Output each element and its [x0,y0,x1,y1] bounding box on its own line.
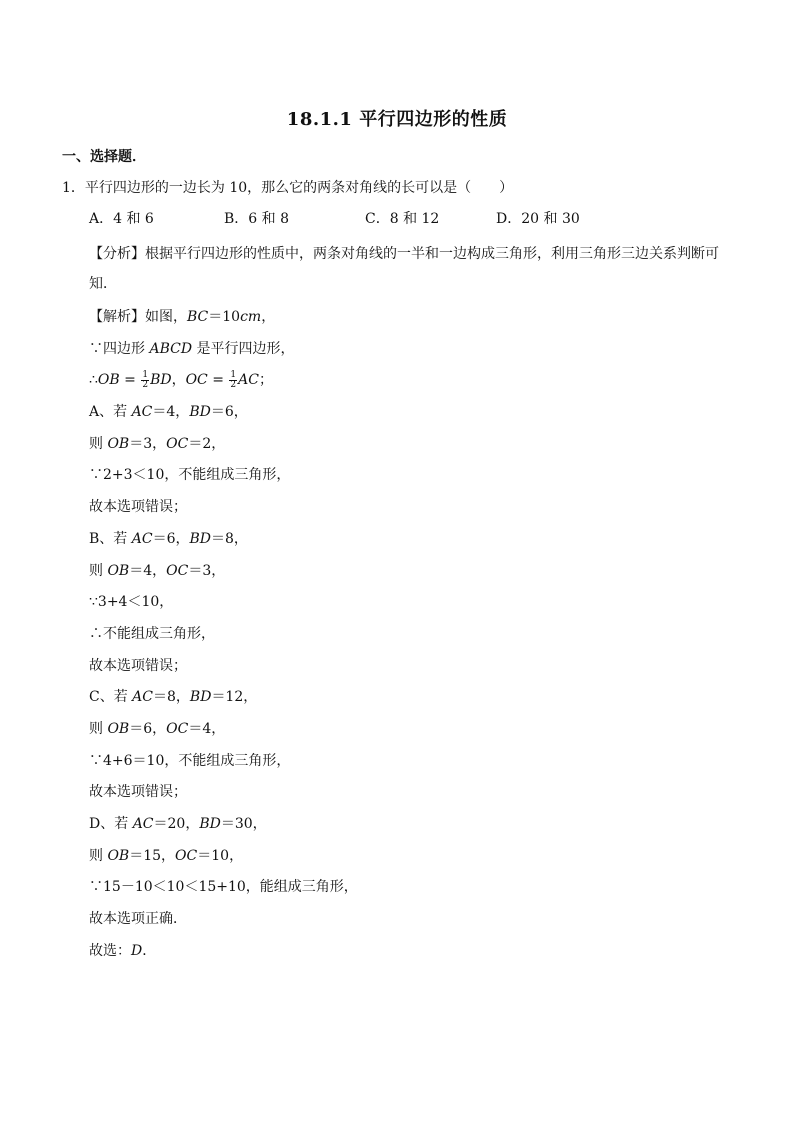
case-c-line: 故本选项错误； [89,784,187,801]
question-text: 平行四边形的一边长为 10，那么它的两条对角线的长可以是（ ） [84,180,514,196]
case-d-line: D、若 AC＝20，BD＝30， [89,816,267,832]
final-answer: 故选：D． [89,942,157,959]
option-a: A．4 和 6 [89,211,154,227]
case-d-line: 故本选项正确． [89,911,187,928]
option-c: C．8 和 12 [365,211,440,227]
case-b-line: ∵3+4＜10， [89,594,174,611]
option-d: D．20 和 30 [496,211,580,227]
case-b-line: 故本选项错误； [89,657,187,674]
page-title: 18.1.1 平行四边形的性质 [286,109,508,130]
question-number: 1． [62,180,85,196]
case-c-line: ∵4+6＝10，不能组成三角形， [89,752,291,769]
option-b: B．6 和 8 [224,211,290,227]
section-heading: 一、选择题． [62,149,146,165]
fraction-half: $\frac{1}{2}$ [142,369,149,390]
fraction-half: $\frac{1}{2}$ [230,369,237,390]
solution-line-halves: ∴OB = $\frac{1}{2}$ BD，OC = $\frac{1}{2}$ AC； [89,369,273,390]
case-b-line: ∴不能组成三角形， [89,625,215,642]
question-stem [62,177,742,197]
case-a-line: 则 OB＝3，OC＝2， [89,435,226,452]
solution-line-premise: ∵四边形 ABCD 是平行四边形， [89,340,295,357]
case-a-line: 故本选项错误； [89,499,187,516]
solution-line-intro: 【解析】如图，BC＝10cm， [89,309,276,325]
case-a-line: ∵2+3＜10，不能组成三角形， [89,467,291,484]
case-d-line: 则 OB＝15，OC＝10， [89,847,244,864]
analysis-tag: 【分析】 [89,246,145,262]
analysis-paragraph [89,239,729,299]
case-b-line: 则 OB＝4，OC＝3， [89,562,226,579]
analysis-text: 根据平行四边形的性质中，两条对角线的一半和一边构成三角形，利用三角形三边关系判断可知． [89,246,719,292]
case-b-line: B、若 AC＝6，BD＝8， [89,530,248,547]
case-d-line: ∵15－10＜10＜15+10，能组成三角形， [89,879,358,896]
case-a-line: A、若 AC＝4，BD＝6， [89,404,248,421]
answer-options [89,208,749,230]
case-c-line: 则 OB＝6，OC＝4， [89,720,226,737]
solution-block [89,302,729,967]
case-c-line: C、若 AC＝8，BD＝12， [89,689,258,706]
